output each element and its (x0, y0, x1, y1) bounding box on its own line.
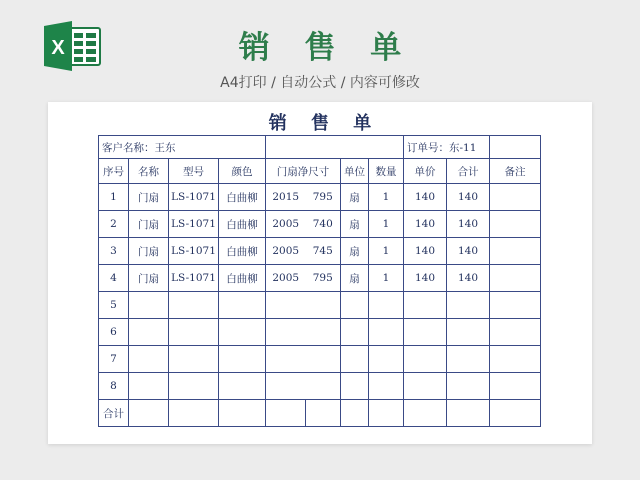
col-header-unit: 单位 (341, 159, 369, 184)
cell-height[interactable]: 2015 (266, 184, 306, 211)
cell-no: 8 (99, 373, 129, 400)
col-header-qty: 数量 (369, 159, 404, 184)
table-row (99, 373, 541, 400)
order-number[interactable]: 订单号：东-11 (404, 136, 490, 159)
cell-color[interactable]: 白曲柳 (219, 184, 266, 211)
cell-no: 6 (99, 319, 129, 346)
cell-height[interactable]: 2005 (266, 211, 306, 238)
item-rows (99, 184, 541, 400)
total-cell[interactable] (169, 400, 219, 427)
total-cell[interactable] (266, 400, 306, 427)
cell-note[interactable] (490, 211, 541, 238)
cell-unit[interactable] (341, 319, 369, 346)
col-header-total: 合计 (447, 159, 490, 184)
cell-total[interactable]: 140 (447, 265, 490, 292)
cell-name[interactable] (129, 346, 169, 373)
col-header-model: 型号 (169, 159, 219, 184)
cell-price[interactable]: 140 (404, 238, 447, 265)
table-row (99, 265, 541, 292)
cell-width[interactable] (306, 292, 341, 319)
cell-name[interactable] (129, 319, 169, 346)
col-header-no: 序号 (99, 159, 129, 184)
cell-no: 1 (99, 184, 129, 211)
cell-model[interactable]: LS-1071 (169, 238, 219, 265)
cell-note[interactable] (490, 238, 541, 265)
cell-qty[interactable] (369, 292, 404, 319)
cell-model[interactable]: LS-1071 (169, 211, 219, 238)
info-blank-cell[interactable] (490, 136, 541, 159)
table-row (99, 292, 541, 319)
cell-unit[interactable]: 扇 (341, 211, 369, 238)
cell-width[interactable] (306, 319, 341, 346)
cell-total[interactable]: 140 (447, 184, 490, 211)
cell-total[interactable] (447, 319, 490, 346)
col-header-price: 单价 (404, 159, 447, 184)
cell-no: 7 (99, 346, 129, 373)
total-label: 合计 (99, 400, 129, 427)
cell-name[interactable]: 门扇 (129, 211, 169, 238)
total-cell[interactable] (219, 400, 266, 427)
cell-height[interactable] (266, 319, 306, 346)
cell-qty[interactable]: 1 (369, 184, 404, 211)
col-header-size: 门扇净尺寸 (266, 159, 341, 184)
cell-name[interactable]: 门扇 (129, 265, 169, 292)
cell-total[interactable] (447, 292, 490, 319)
cell-color[interactable] (219, 319, 266, 346)
cell-note[interactable] (490, 292, 541, 319)
table-row (99, 346, 541, 373)
cell-price[interactable]: 140 (404, 184, 447, 211)
page-subtitle: A4打印 / 自动公式 / 内容可修改 (220, 75, 420, 91)
cell-no: 3 (99, 238, 129, 265)
cell-price[interactable]: 140 (404, 211, 447, 238)
cell-model[interactable]: LS-1071 (169, 184, 219, 211)
cell-height[interactable] (266, 292, 306, 319)
cell-color[interactable]: 白曲柳 (219, 211, 266, 238)
col-header-name: 名称 (129, 159, 169, 184)
customer-name[interactable]: 客户名称：王东 (99, 136, 266, 159)
cell-unit[interactable]: 扇 (341, 265, 369, 292)
cell-note[interactable] (490, 184, 541, 211)
cell-no: 4 (99, 265, 129, 292)
total-cell[interactable] (369, 400, 404, 427)
cell-unit[interactable] (341, 373, 369, 400)
total-cell[interactable] (306, 400, 341, 427)
cell-price[interactable] (404, 346, 447, 373)
cell-model[interactable] (169, 319, 219, 346)
cell-width[interactable]: 740 (306, 211, 341, 238)
page-title: 销 售 单 (238, 30, 414, 66)
table-row (99, 238, 541, 265)
excel-logo-letter: X (51, 37, 65, 59)
cell-width[interactable]: 745 (306, 238, 341, 265)
cell-qty[interactable] (369, 373, 404, 400)
header-row (99, 159, 541, 184)
col-header-color: 颜色 (219, 159, 266, 184)
total-cell[interactable] (404, 400, 447, 427)
cell-unit[interactable] (341, 346, 369, 373)
total-cell[interactable] (341, 400, 369, 427)
cell-height[interactable]: 2005 (266, 238, 306, 265)
cell-name[interactable]: 门扇 (129, 184, 169, 211)
cell-height[interactable] (266, 346, 306, 373)
cell-color[interactable]: 白曲柳 (219, 265, 266, 292)
cell-no: 5 (99, 292, 129, 319)
cell-name[interactable] (129, 373, 169, 400)
cell-price[interactable] (404, 373, 447, 400)
cell-price[interactable]: 140 (404, 265, 447, 292)
cell-unit[interactable]: 扇 (341, 238, 369, 265)
cell-qty[interactable] (369, 319, 404, 346)
cell-total[interactable] (447, 373, 490, 400)
cell-name[interactable] (129, 292, 169, 319)
cell-unit[interactable]: 扇 (341, 184, 369, 211)
cell-width[interactable] (306, 346, 341, 373)
cell-price[interactable] (404, 319, 447, 346)
cell-qty[interactable] (369, 346, 404, 373)
cell-price[interactable] (404, 292, 447, 319)
table-row (99, 184, 541, 211)
cell-note[interactable] (490, 265, 541, 292)
customer-blank-cell[interactable] (266, 136, 404, 159)
cell-qty[interactable]: 1 (369, 265, 404, 292)
cell-color[interactable] (219, 346, 266, 373)
cell-height[interactable]: 2005 (266, 265, 306, 292)
cell-total[interactable] (447, 346, 490, 373)
col-header-note: 备注 (490, 159, 541, 184)
cell-color[interactable] (219, 373, 266, 400)
cell-width[interactable]: 795 (306, 184, 341, 211)
cell-note[interactable] (490, 346, 541, 373)
table-row (99, 319, 541, 346)
cell-model[interactable] (169, 292, 219, 319)
cell-model[interactable]: LS-1071 (169, 265, 219, 292)
sales-table (98, 135, 541, 427)
cell-height[interactable] (266, 373, 306, 400)
cell-note[interactable] (490, 319, 541, 346)
table-row (99, 211, 541, 238)
spreadsheet-page (48, 102, 592, 444)
cell-unit[interactable] (341, 292, 369, 319)
cell-total[interactable]: 140 (447, 211, 490, 238)
cell-name[interactable]: 门扇 (129, 238, 169, 265)
cell-note[interactable] (490, 373, 541, 400)
total-cell[interactable] (447, 400, 490, 427)
cell-total[interactable]: 140 (447, 238, 490, 265)
info-row (99, 136, 541, 159)
cell-color[interactable] (219, 292, 266, 319)
cell-color[interactable]: 白曲柳 (219, 238, 266, 265)
cell-model[interactable] (169, 373, 219, 400)
total-cell[interactable] (490, 400, 541, 427)
cell-width[interactable]: 795 (306, 265, 341, 292)
cell-qty[interactable]: 1 (369, 238, 404, 265)
total-row (99, 400, 541, 427)
cell-width[interactable] (306, 373, 341, 400)
cell-model[interactable] (169, 346, 219, 373)
cell-qty[interactable]: 1 (369, 211, 404, 238)
total-cell[interactable] (129, 400, 169, 427)
cell-no: 2 (99, 211, 129, 238)
document-title: 销 售 单 (268, 113, 381, 134)
